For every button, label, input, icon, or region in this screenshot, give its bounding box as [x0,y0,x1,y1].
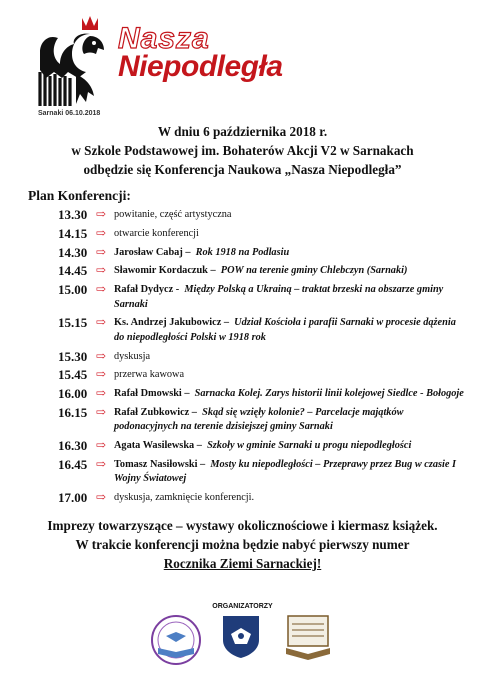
program-item [58,315,468,345]
right-arrow-icon: ⇨ [96,315,107,330]
program-item [58,263,468,278]
program-talk-title: Rok 1918 na Podlasiu [195,246,290,258]
right-arrow-icon: ⇨ [96,225,107,240]
program-time: 17.00 [58,490,88,506]
program-speaker: Sławomir Kordaczuk – [114,265,216,277]
program-description [114,245,468,260]
program-item [58,226,468,241]
program-time: 13.30 [58,207,88,222]
logo-title [118,24,283,82]
program-talk-title: Szkoły w gminie Sarnaki u progu niepodległości [207,440,412,452]
program-activity: dyskusja, zamknięcie konferencji. [114,492,255,504]
program-item [58,349,468,364]
program-description [114,405,468,435]
right-arrow-icon: ⇨ [96,244,107,259]
right-arrow-icon: ⇨ [96,367,107,382]
library-logo-icon [144,614,208,670]
intro-line-place: w Szkole Podstawowej im. Bohaterów Akcji V2 w Sarnakach [71,143,414,158]
program-description [114,282,468,312]
program-speaker: Rafał Zubkowicz – [114,406,197,418]
program-description [114,349,468,364]
organizers-logos [0,614,485,670]
program-talk-title: Mosty ku niepodległości – Przeprawy przez Bug w czasie I Wojny Światowej [114,458,457,485]
program-item [58,245,468,260]
logo-title-line2: Niepodległa [118,50,283,83]
logo-place-date: Sarnaki 06.10.2018 [38,110,101,117]
program-talk-title: Sarnacka Kolej. Zarys historii linii kolejowej Siedlce - Bołogoje [194,388,464,400]
society-logo-icon [282,614,334,660]
program-item [58,386,468,401]
yearbook-offer-line: W trakcie konferencji można będzie nabyć pierwszy numer [75,537,410,552]
program-activity: powitanie, część artystyczna [114,209,232,220]
program-description [114,438,468,453]
program-talk-title: Skąd się wzięły kolonie? – Parcelacje majątków podonacyjnych na terenie dzisiejszej gminy Sarnaki [114,406,404,433]
program-time: 15.45 [58,367,88,383]
program-item [58,367,468,382]
program-time: 15.30 [58,348,88,364]
right-arrow-icon: ⇨ [96,348,107,363]
program-list [58,207,468,509]
organizers-label: ORGANIZATORZY [212,603,273,610]
program-description [114,263,468,278]
municipality-crest-icon [221,614,261,660]
right-arrow-icon: ⇨ [96,207,107,221]
right-arrow-icon: ⇨ [96,456,107,471]
program-talk-title: Udział Kościoła i parafii Sarnaki w procesie dążenia do niepodległości Polski w 1918 rok [114,317,456,343]
program-description [114,226,468,241]
program-item [58,438,468,453]
program-item [58,405,468,435]
right-arrow-icon: ⇨ [96,404,107,419]
accompanying-events [0,516,485,573]
program-speaker: Jarosław Cabaj – [114,246,191,258]
plan-title: Plan Konferencji: [28,188,131,203]
program-description [114,367,468,382]
conference-logo [32,12,283,122]
program-speaker: Rafał Dydycz - [114,284,180,296]
eagle-emblem-icon [32,12,114,110]
accompanying-events-line: Imprezy towarzyszące – wystawy okolicznościowe i kiermasz książek. [47,518,438,533]
program-description [114,386,468,401]
program-description [114,315,468,345]
program-speaker: Ks. Andrzej Jakubowicz – [114,317,229,329]
right-arrow-icon: ⇨ [96,282,107,297]
program-activity: otwarcie konferencji [114,227,199,239]
logo-title-line1: Nasza [118,22,210,55]
program-time: 16.00 [58,386,88,402]
program-time: 14.15 [58,225,88,241]
program-item [58,282,468,312]
program-item [58,490,468,505]
right-arrow-icon: ⇨ [96,263,107,278]
program-time: 14.30 [58,244,88,260]
program-time: 14.45 [58,263,88,279]
program-description [114,490,468,505]
program-activity: przerwa kawowa [114,369,185,381]
program-item [58,207,468,222]
intro-line-date: W dniu 6 października 2018 r. [157,124,328,139]
program-activity: dyskusja [114,350,151,362]
program-item [58,457,468,487]
program-time: 16.45 [58,456,88,472]
program-talk-title: POW na terenie gminy Chlebczyn (Sarnaki) [220,265,408,277]
program-description [114,207,468,222]
right-arrow-icon: ⇨ [96,386,107,401]
right-arrow-icon: ⇨ [96,490,107,505]
program-time: 15.15 [58,315,88,331]
program-time: 16.15 [58,404,88,420]
program-description [114,457,468,487]
program-time: 15.00 [58,282,88,298]
intro-line-event: odbędzie się Konferencja Naukowa „Nasza Niepodległa” [83,162,402,177]
program-time: 16.30 [58,438,88,454]
program-talk-title: Między Polską a Ukrainą – traktat brzeski na obszarze gminy Sarnaki [114,284,444,310]
intro-text [0,122,485,179]
right-arrow-icon: ⇨ [96,438,107,453]
yearbook-title: Rocznika Ziemi Sarnackiej! [163,556,322,571]
program-speaker: Rafał Dmowski – [114,388,190,400]
program-speaker: Agata Wasilewska – [114,440,202,452]
program-speaker: Tomasz Nasiłowski – [114,458,206,470]
